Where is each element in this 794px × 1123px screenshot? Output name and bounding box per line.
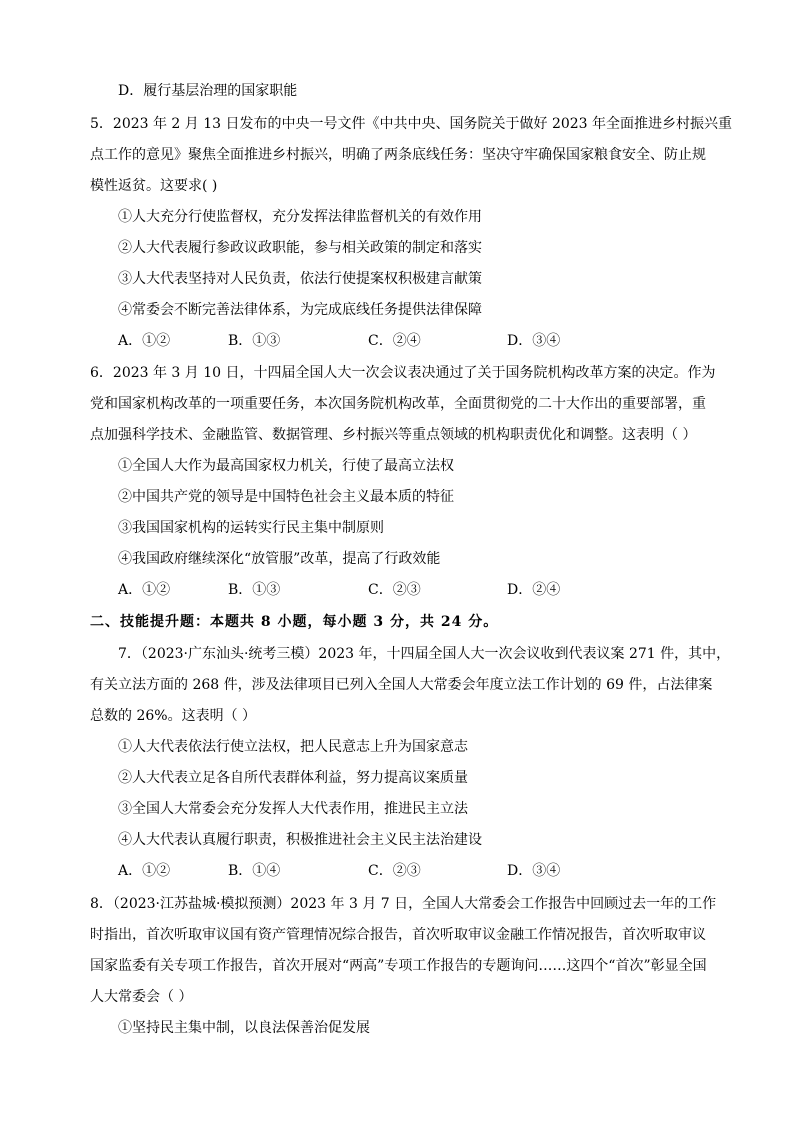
question-7-option-d: D．③④ <box>507 863 561 879</box>
section-heading: 二、技能提升题：本题共 8 小题，每小题 3 分，共 24 分。 <box>90 614 499 630</box>
question-5-stem-line-2: 点工作的意见》聚焦全面推进乡村振兴，明确了两条底线任务：坚决守牢确保国家粮食安全、防止规 <box>90 147 706 163</box>
question-6-option-c: C．②③ <box>368 582 421 598</box>
question-6-statement-1: ①全国人大作为最高国家权力机关，行使了最高立法权 <box>118 458 454 474</box>
question-5-statement-3: ③人大代表坚持对人民负责，依法行使提案权积极建言献策 <box>118 271 482 287</box>
question-7-statement-3: ③全国人大常委会充分发挥人大代表作用，推进民主立法 <box>118 801 468 817</box>
question-5-statement-2: ②人大代表履行参政议政职能，参与相关政策的制定和落实 <box>118 240 482 256</box>
question-8-stem-line-4: 人大常委会（ ） <box>90 989 193 1005</box>
question-7-option-a: A．①② <box>118 863 171 879</box>
prev-question-option-d: D．履行基层治理的国家职能 <box>118 83 298 99</box>
question-5-statement-1: ①人大充分行使监督权，充分发挥法律监督机关的有效作用 <box>118 209 482 225</box>
question-6-option-d: D．②④ <box>507 582 561 598</box>
question-6-stem-line-3: 点加强科学技术、金融监管、数据管理、乡村振兴等重点领域的机构职责优化和调整。这表明（ ） <box>90 427 697 443</box>
question-5-option-c: C．②④ <box>368 333 421 349</box>
question-7-stem-line-3: 总数的 26%。这表明（ ） <box>90 708 257 724</box>
question-7-statement-4: ④人大代表认真履行职责，积极推进社会主义民主法治建设 <box>118 832 482 848</box>
question-5-stem-line-1: 5．2023 年 2 月 13 日发布的中央一号文件《中共中央、国务院关于做好 2023 年全面推进乡村振兴重 <box>90 116 733 132</box>
question-8-stem-line-3: 国家监委有关专项工作报告，首次开展对“两高”专项工作报告的专题询问……这四个“首次”彰显全国 <box>90 958 707 974</box>
question-5-stem-line-3: 模性返贫。这要求( ) <box>90 178 218 194</box>
question-6-stem-line-2: 党和国家机构改革的一项重要任务，本次国务院机构改革，全面贯彻党的二十大作出的重要部署，重 <box>90 396 706 412</box>
question-8-statement-1: ①坚持民主集中制，以良法保善治促发展 <box>118 1020 370 1036</box>
question-7-stem-line-2: 有关立法方面的 268 件，涉及法律项目已列入全国人大常委会年度立法工作计划的 69 件，占法律案 <box>90 677 713 693</box>
question-6-option-b: B．①③ <box>228 582 281 598</box>
question-7-statement-2: ②人大代表立足各自所代表群体利益，努力提高议案质量 <box>118 770 468 786</box>
question-7-statement-1: ①人大代表依法行使立法权，把人民意志上升为国家意志 <box>118 739 468 755</box>
question-8-stem-line-1: 8．（2023·江苏盐城·模拟预测）2023 年 3 月 7 日，全国人大常委会工作报告中回顾过去一年的工作 <box>90 896 717 912</box>
question-7-stem-line-1: 7．（2023·广东汕头·统考三模）2023 年，十四届全国人大一次会议收到代表议案 271 件，其中， <box>118 646 731 662</box>
question-7-option-c: C．②③ <box>368 863 421 879</box>
question-8-stem-line-2: 时指出，首次听取审议国有资产管理情况综合报告，首次听取审议金融工作情况报告，首次听取审议 <box>90 927 706 943</box>
question-6-statement-3: ③我国国家机构的运转实行民主集中制原则 <box>118 520 384 536</box>
question-5-option-b: B．①③ <box>228 333 281 349</box>
question-6-stem-line-1: 6．2023 年 3 月 10 日，十四届全国人大一次会议表决通过了关于国务院机构改革方案的决定。作为 <box>90 365 716 381</box>
question-7-option-b: B．①④ <box>228 863 281 879</box>
question-6-statement-2: ②中国共产党的领导是中国特色社会主义最本质的特征 <box>118 489 454 505</box>
question-6-option-a: A．①② <box>118 582 171 598</box>
question-6-statement-4: ④我国政府继续深化“放管服”改革，提高了行政效能 <box>118 551 441 567</box>
question-5-option-d: D．③④ <box>507 333 561 349</box>
question-5-option-a: A．①② <box>118 333 171 349</box>
question-5-statement-4: ④常委会不断完善法律体系，为完成底线任务提供法律保障 <box>118 302 482 318</box>
